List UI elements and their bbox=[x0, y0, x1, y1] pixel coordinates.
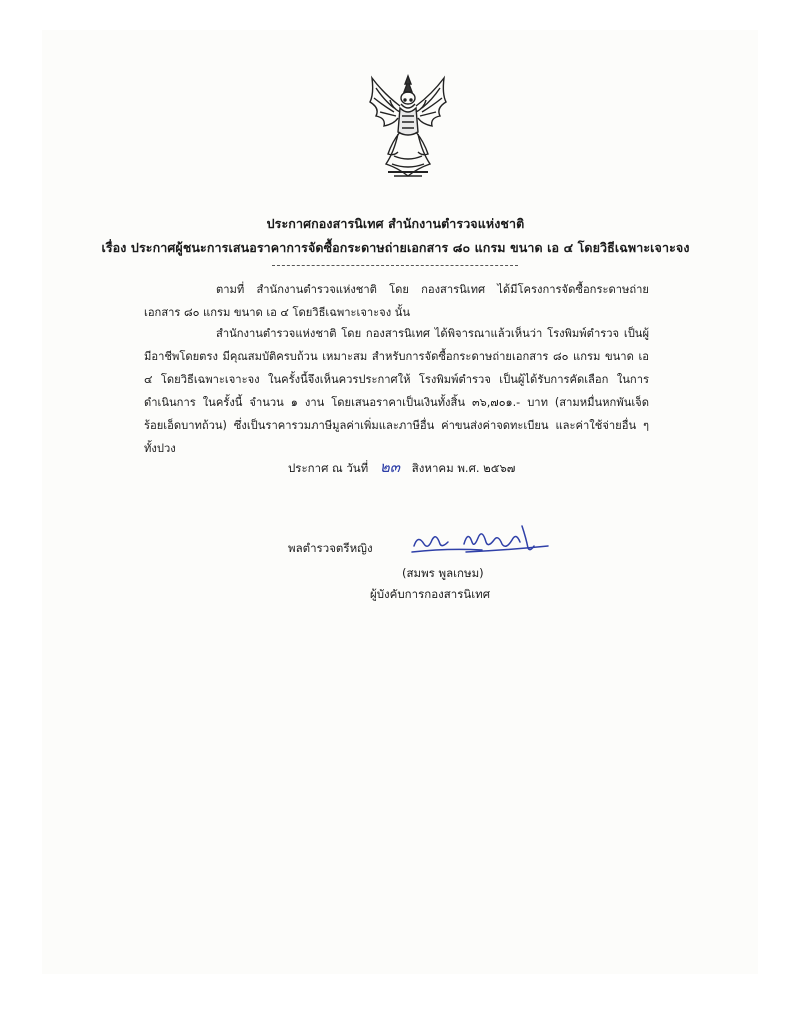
title-divider bbox=[272, 265, 518, 266]
handwritten-signature bbox=[408, 522, 558, 558]
body-paragraph-2: สำนักงานตำรวจแห่งชาติ โดย กองสารนิเทศ ได้พิจารณาแล้วเห็นว่า โรงพิมพ์ตำรวจ เป็นผู้มีอาชีพโดยตรง มีคุณสมบัติครบถ้วน เหมาะสม สำหรับการจัดซื้อกระดาษถ่ายเอกสาร ๘๐ แกรม ขนาด เอ ๔ โดยวิธีเฉพาะเจาะจง ในครั้งนี้จึงเห็นควรประกาศให้ โรงพิมพ์ตำรวจ เป็นผู้ได้รับการคัดเลือก ในการดำเนินการ ในครั้งนี้ จำนวน ๑ งาน โดยเสนอราคาเป็นเงินทั้งสิ้น ๓๖,๗๐๑.- บาท (สามหมื่นหกพันเจ็ดร้อยเอ็ดบาทถ้วน) ซึ่งเป็นราคารวมภาษีมูลค่าเพิ่มและภาษีอื่น ค่าขนส่งค่าจดทะเบียน และค่าใช้จ่ายอื่น ๆ ทั้งปวง bbox=[144, 327, 649, 455]
dateline-month-year: สิงหาคม พ.ศ. ๒๕๖๗ bbox=[411, 461, 516, 475]
announcement-title: ประกาศกองสารนิเทศ สำนักงานตำรวจแห่งชาติ bbox=[266, 216, 525, 231]
dateline-day: ๒๓ bbox=[379, 458, 401, 476]
dateline-prefix: ประกาศ ณ วันที่ bbox=[288, 461, 369, 475]
announcement-subject: เรื่อง ประกาศผู้ชนะการเสนอราคาการจัดซื้อกระดาษถ่ายเอกสาร ๘๐ แกรม ขนาด เอ ๔ โดยวิธีเฉพาะเจาะจง bbox=[101, 240, 690, 255]
garuda-emblem-icon bbox=[364, 72, 452, 182]
signatory-name: (สมพร พูลเกษม) bbox=[402, 566, 484, 580]
dateline bbox=[288, 455, 515, 479]
body-paragraph-1: ตามที่ สำนักงานตำรวจแห่งชาติ โดย กองสารนิเทศ ได้มีโครงการจัดซื้อกระดาษถ่ายเอกสาร ๘๐ แกรม ขนาด เอ ๔ โดยวิธีเฉพาะเจาะจง นั้น bbox=[144, 283, 649, 319]
signatory-position: ผู้บังคับการกองสารนิเทศ bbox=[370, 587, 491, 601]
signatory-rank: พลตำรวจตรีหญิง bbox=[288, 541, 373, 555]
